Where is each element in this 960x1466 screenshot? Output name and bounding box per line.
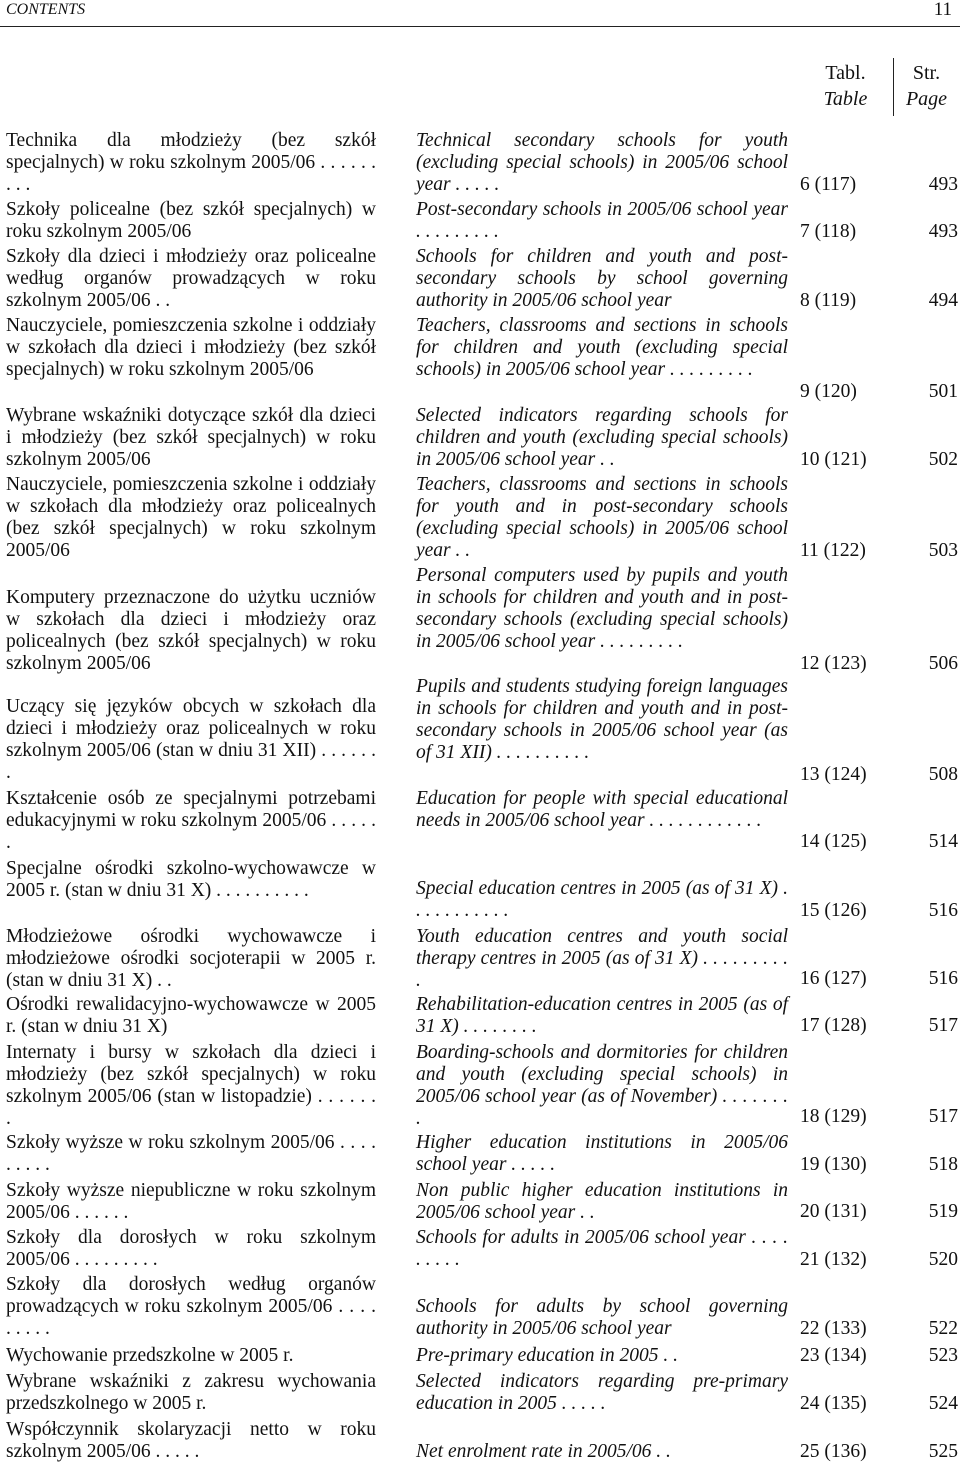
entry-table-number: 9 (120): [800, 381, 857, 402]
entry-title-en: Schools for adults by school governing authority in 2005/06 school year: [416, 1296, 788, 1339]
entry-title-en: Teachers, classrooms and sections in schools for youth and in post-secondary schools (excluding special schools) in 2005/06 school year . .: [416, 474, 788, 561]
entry-title-pl: Wychowanie przedszkolne w 2005 r.: [6, 1345, 294, 1366]
entry-title-pl: Technika dla młodzieży (bez szkół specjalnych) w roku szkolnym 2005/06 . . . . . . . . .: [6, 130, 376, 195]
entry-title-en: Rehabilitation-education centres in 2005 (as of 31 X) . . . . . . . .: [416, 994, 788, 1037]
entry-title-en: Pre-primary education in 2005 . .: [416, 1345, 678, 1366]
entry-title-pl: Szkoły dla dorosłych w roku szkolnym 2005/06 . . . . . . . . .: [6, 1227, 376, 1270]
entry-page-number: 517: [928, 1015, 958, 1036]
entry-title-pl: Wybrane wskaźniki z zakresu wychowania przedszkolnego w 2005 r.: [6, 1371, 376, 1414]
entry-page-number: 508: [928, 764, 958, 785]
entry-title-pl: Nauczyciele, pomieszczenia szkolne i oddziały w szkołach dla dzieci i młodzieży (bez szkół specjalnych) w roku szkolnym 2005/06: [6, 315, 376, 380]
entry-title-pl: Szkoły wyższe niepubliczne w roku szkolnym 2005/06 . . . . . .: [6, 1180, 376, 1223]
column-header-table-en: Table: [823, 88, 868, 110]
entry-table-number: 11 (122): [800, 540, 866, 561]
entry-title-pl: Ośrodki rewalidacyjno-wychowawcze w 2005 r. (stan w dniu 31 X): [6, 994, 376, 1037]
entry-page-number: 494: [928, 290, 958, 311]
entry-table-number: 25 (136): [800, 1441, 867, 1462]
entry-page-number: 516: [928, 968, 958, 989]
entry-table-number: 16 (127): [800, 968, 867, 989]
entry-page-number: 514: [928, 831, 958, 852]
entry-table-number: 22 (133): [800, 1318, 867, 1339]
entry-title-pl: Wybrane wskaźniki dotyczące szkół dla dzieci i młodzieży (bez szkół specjalnych) w roku szkolnym 2005/06: [6, 405, 376, 470]
entry-page-number: 493: [928, 221, 958, 242]
entry-table-number: 8 (119): [800, 290, 857, 311]
entry-table-number: 12 (123): [800, 653, 867, 674]
entry-title-en: Selected indicators regarding pre-primary education in 2005 . . . . .: [416, 1371, 788, 1414]
entry-title-en: Education for people with special educational needs in 2005/06 school year . . . . . . . . . . . .: [416, 788, 788, 831]
page-number: 11: [933, 0, 952, 20]
entry-title-pl: Szkoły wyższe w roku szkolnym 2005/06 . . . . . . . . .: [6, 1132, 376, 1175]
entry-table-number: 19 (130): [800, 1154, 867, 1175]
entry-page-number: 522: [928, 1318, 958, 1339]
entry-page-number: 525: [928, 1441, 958, 1462]
entry-title-en: Teachers, classrooms and sections in schools for children and youth (excluding special schools) in 2005/06 school year . . . . . . . . .: [416, 315, 788, 380]
running-header: [0, 0, 960, 27]
entry-title-pl: Uczący się języków obcych w szkołach dla dzieci i młodzieży oraz policealnych w roku szkolnym 2005/06 (stan w dniu 31 XII) . . . . . . .: [6, 696, 376, 783]
entry-title-en: Schools for adults in 2005/06 school year . . . . . . . . .: [416, 1227, 788, 1270]
column-divider: [893, 58, 894, 116]
entry-title-pl: Współczynnik skolaryzacji netto w roku szkolnym 2005/06 . . . . .: [6, 1419, 376, 1462]
entry-title-pl: Specjalne ośrodki szkolno-wychowawcze w 2005 r. (stan w dniu 31 X) . . . . . . . . . .: [6, 858, 376, 901]
entry-title-en: Net enrolment rate in 2005/06 . .: [416, 1441, 671, 1462]
entry-page-number: 502: [928, 449, 958, 470]
entry-title-en: Higher education institutions in 2005/06 school year . . . . .: [416, 1132, 788, 1175]
column-header-table: [798, 60, 893, 112]
entry-table-number: 13 (124): [800, 764, 867, 785]
entry-title-en: Personal computers used by pupils and youth in schools for children and youth and in post-secondary schools (excluding special schools) in 2005/06 school year . . . . . . . . .: [416, 565, 788, 652]
entry-table-number: 20 (131): [800, 1201, 867, 1222]
entry-title-en: Non public higher education institutions in 2005/06 school year . .: [416, 1180, 788, 1223]
entry-title-pl: Komputery przeznaczone do użytku uczniów w szkołach dla dzieci i młodzieży oraz policealnych (bez szkół specjalnych) w roku szkolnym 2005/06: [6, 587, 376, 674]
entry-title-pl: Nauczyciele, pomieszczenia szkolne i oddziały w szkołach dla młodzieży oraz policealnych (bez szkół specjalnych) w roku szkolnym 2005/06: [6, 474, 376, 561]
entry-title-en: Youth education centres and youth social therapy centres in 2005 (as of 31 X) . . . . . . . . . .: [416, 926, 788, 991]
entry-page-number: 518: [928, 1154, 958, 1175]
entry-table-number: 24 (135): [800, 1393, 867, 1414]
entry-table-number: 23 (134): [800, 1345, 867, 1366]
entry-title-pl: Szkoły policealne (bez szkół specjalnych) w roku szkolnym 2005/06: [6, 199, 376, 242]
entry-table-number: 6 (117): [800, 174, 857, 195]
entry-title-pl: Szkoły dla dzieci i młodzieży oraz policealne według organów prowadzących w roku szkolnym 2005/06 . .: [6, 246, 376, 311]
entry-page-number: 519: [928, 1201, 958, 1222]
entry-page-number: 517: [928, 1106, 958, 1127]
entry-table-number: 17 (128): [800, 1015, 867, 1036]
entry-page-number: 524: [928, 1393, 958, 1414]
entry-table-number: 15 (126): [800, 900, 867, 921]
entry-title-en: Pupils and students studying foreign languages in schools for children and youth and in post-secondary schools in 2005/06 school year (as of 31 XII) . . . . . . . . . .: [416, 676, 788, 763]
entry-title-en: Special education centres in 2005 (as of 31 X) . . . . . . . . . . .: [416, 878, 788, 921]
entry-page-number: 493: [928, 174, 958, 195]
entry-title-pl: Szkoły dla dorosłych według organów prowadzących w roku szkolnym 2005/06 . . . . . . . . .: [6, 1274, 376, 1339]
column-header-page: [893, 60, 960, 112]
column-header-page-pl: Str.: [912, 62, 941, 84]
entry-title-en: Post-secondary schools in 2005/06 school year . . . . . . . . .: [416, 199, 788, 242]
entry-title-pl: Młodzieżowe ośrodki wychowawcze i młodzieżowe ośrodki socjoterapii w 2005 r. (stan w dniu 31 X) . .: [6, 926, 376, 991]
entry-title-en: Schools for children and youth and post-secondary schools by school governing authority in 2005/06 school year: [416, 246, 788, 311]
section-title: CONTENTS: [6, 1, 86, 18]
entry-title-pl: Internaty i bursy w szkołach dla dzieci i młodzieży (bez szkół specjalnych) w roku szkolnym 2005/06 (stan w listopadzie) . . . . . . .: [6, 1042, 376, 1129]
entry-page-number: 516: [928, 900, 958, 921]
entry-title-en: Technical secondary schools for youth (excluding special schools) in 2005/06 school year . . . . .: [416, 130, 788, 195]
entry-title-pl: Kształcenie osób ze specjalnymi potrzebami edukacyjnymi w roku szkolnym 2005/06 . . . . . .: [6, 788, 376, 853]
entry-page-number: 520: [928, 1249, 958, 1270]
column-header-page-en: Page: [905, 88, 948, 110]
entry-page-number: 506: [928, 653, 958, 674]
entry-page-number: 503: [928, 540, 958, 561]
entry-page-number: 523: [928, 1345, 958, 1366]
entry-page-number: 501: [928, 381, 958, 402]
entry-table-number: 18 (129): [800, 1106, 867, 1127]
entry-title-en: Boarding-schools and dormitories for children and youth (excluding special schools) in 2005/06 school year (as of November) . . . . . . . .: [416, 1042, 788, 1129]
entry-title-en: Selected indicators regarding schools for children and youth (excluding special schools) in 2005/06 school year . .: [416, 405, 788, 470]
column-header-table-pl: Tabl.: [825, 62, 866, 84]
entry-table-number: 7 (118): [800, 221, 857, 242]
entry-table-number: 14 (125): [800, 831, 867, 852]
entry-table-number: 10 (121): [800, 449, 867, 470]
entry-table-number: 21 (132): [800, 1249, 867, 1270]
